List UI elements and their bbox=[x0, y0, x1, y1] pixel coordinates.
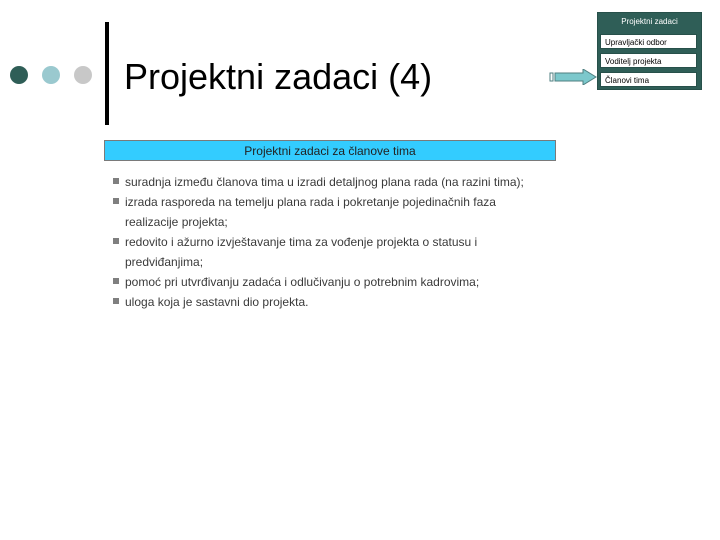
decorative-dots bbox=[10, 66, 96, 84]
square-bullet-icon bbox=[113, 198, 119, 204]
nav-item-upravljacki-odbor[interactable]: Upravljački odbor bbox=[600, 34, 697, 49]
bullet-list bbox=[112, 172, 552, 312]
list-item bbox=[112, 172, 552, 192]
navigation-panel bbox=[597, 12, 702, 90]
slide-title: Projektni zadaci (4) bbox=[124, 56, 433, 97]
title-divider-bar bbox=[105, 22, 109, 125]
arrow-tail-mark bbox=[550, 73, 553, 81]
dot-light-teal bbox=[42, 66, 60, 84]
square-bullet-icon bbox=[113, 178, 119, 184]
subheading-bar: Projektni zadaci za članove tima bbox=[104, 140, 556, 161]
nav-header[interactable]: Projektni zadaci bbox=[621, 17, 678, 26]
list-item bbox=[112, 292, 552, 312]
list-item-text: suradnja između članova tima u izradi detaljnog plana rada (na razini tima); bbox=[125, 175, 524, 189]
arrow-right-icon bbox=[549, 69, 597, 85]
dot-dark bbox=[10, 66, 28, 84]
square-bullet-icon bbox=[113, 238, 119, 244]
nav-item-clanovi-tima[interactable]: Članovi tima bbox=[600, 72, 697, 87]
square-bullet-icon bbox=[113, 278, 119, 284]
list-item-text: redovito i ažurno izvještavanje tima za vođenje projekta o statusu i predviđanjima; bbox=[125, 235, 478, 269]
nav-item-voditelj-projekta[interactable]: Voditelj projekta bbox=[600, 53, 697, 68]
dot-gray bbox=[74, 66, 92, 84]
list-item-text: uloga koja je sastavni dio projekta. bbox=[125, 295, 309, 309]
list-item-text: izrada rasporeda na temelju plana rada i pokretanje pojedinačnih faza realizacije projekta; bbox=[125, 195, 496, 229]
list-item bbox=[112, 232, 552, 272]
square-bullet-icon bbox=[113, 298, 119, 304]
arrow-shape bbox=[555, 69, 596, 85]
list-item bbox=[112, 272, 552, 292]
list-item-text: pomoć pri utvrđivanju zadaća i odlučivanju o potrebnim kadrovima; bbox=[125, 275, 480, 289]
list-item bbox=[112, 192, 552, 232]
